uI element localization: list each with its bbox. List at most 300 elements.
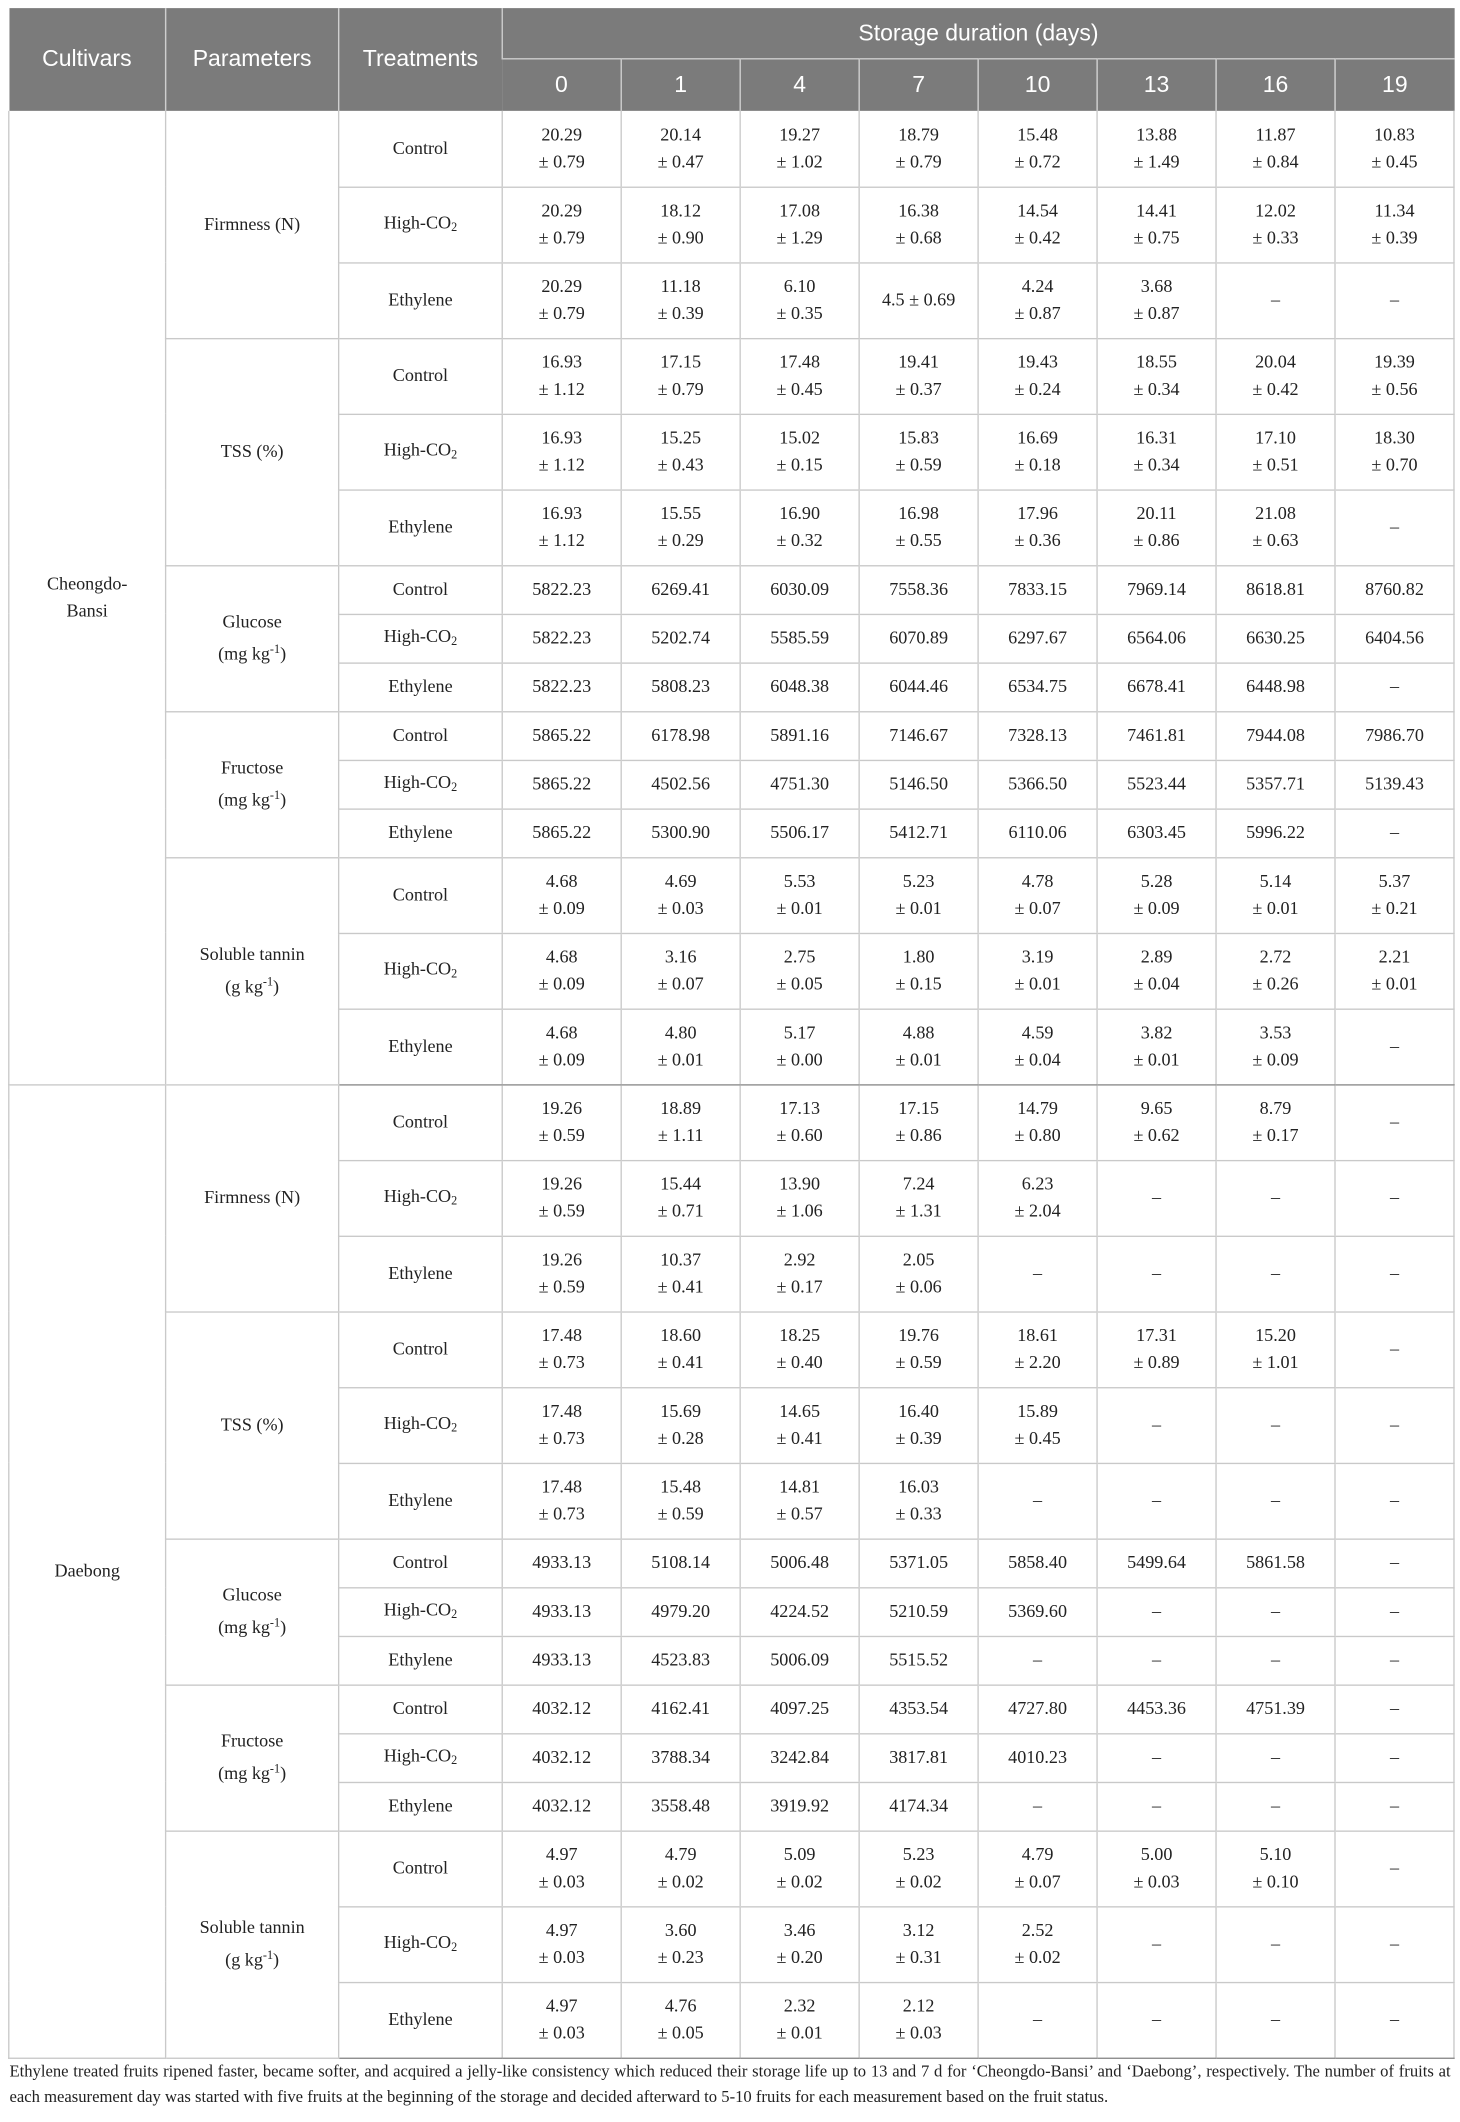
header-day: 7 [859,59,978,111]
value-cell: 5515.52 [859,1636,978,1685]
value-cell: – [1335,1236,1454,1312]
value-cell: 2.72 ± 0.26 [1216,933,1335,1009]
value-cell: – [1335,1587,1454,1636]
value-cell: 5858.40 [978,1538,1097,1587]
value-cell: – [1216,1906,1335,1982]
cultivar-cell: Cheongdo- Bansi [9,111,166,1084]
value-cell: 4933.13 [502,1587,621,1636]
value-cell: 5108.14 [621,1538,740,1587]
table-row [9,711,1454,760]
value-cell: 19.41 ± 0.37 [859,338,978,414]
value-cell: 3.68 ± 0.87 [1097,262,1216,338]
value-cell: 4.97 ± 0.03 [502,1906,621,1982]
value-cell: 4353.54 [859,1684,978,1733]
value-cell: 18.30 ± 0.70 [1335,414,1454,490]
value-cell: – [1216,1160,1335,1236]
value-cell: – [1335,1463,1454,1539]
treatment-cell: Control [339,1684,503,1733]
value-cell: 7969.14 [1097,565,1216,614]
value-cell: 17.48 ± 0.73 [502,1463,621,1539]
value-cell: 5202.74 [621,614,740,663]
value-cell: 4933.13 [502,1636,621,1685]
parameter-cell: Fructose (mg $kg^{-1}$) [166,1684,339,1830]
value-cell: 3817.81 [859,1733,978,1782]
value-cell: 5.23 ± 0.01 [859,857,978,933]
value-cell: – [1216,1982,1335,2058]
value-cell: 4502.56 [621,760,740,809]
value-cell: – [1335,1733,1454,1782]
value-cell: 3.46 ± 0.20 [740,1906,859,1982]
value-cell: 4.5 ± 0.69 [859,262,978,338]
value-cell: – [1335,1538,1454,1587]
value-cell: 5.17 ± 0.00 [740,1009,859,1085]
treatment-cell: High-$CO_2$ [339,933,503,1009]
value-cell: – [978,1982,1097,2058]
value-cell: 2.52 ± 0.02 [978,1906,1097,1982]
value-cell: 4.97 ± 0.03 [502,1982,621,2058]
value-cell: 5.10 ± 0.10 [1216,1830,1335,1906]
value-cell: 17.08 ± 1.29 [740,187,859,263]
value-cell: 20.29 ± 0.79 [502,262,621,338]
value-cell: 5861.58 [1216,1538,1335,1587]
value-cell: 17.48 ± 0.73 [502,1387,621,1463]
value-cell: 15.48 ± 0.72 [978,111,1097,187]
value-cell: 15.89 ± 0.45 [978,1387,1097,1463]
value-cell: – [1335,489,1454,565]
table-header [9,8,1454,111]
header-day: 13 [1097,59,1216,111]
value-cell: 5139.43 [1335,760,1454,809]
table-row [9,1538,1454,1587]
value-cell: 15.69 ± 0.28 [621,1387,740,1463]
treatment-cell: High-$CO_2$ [339,1387,503,1463]
value-cell: 4032.12 [502,1782,621,1831]
value-cell: 16.93 ± 1.12 [502,338,621,414]
value-cell: 7833.15 [978,565,1097,614]
value-cell: – [1216,262,1335,338]
value-cell: – [1216,1636,1335,1685]
value-cell: 16.69 ± 0.18 [978,414,1097,490]
treatment-cell: High-$CO_2$ [339,1733,503,1782]
table-row [9,857,1454,933]
value-cell: 4751.39 [1216,1684,1335,1733]
value-cell: 4.79 ± 0.07 [978,1830,1097,1906]
treatment-cell: High-$CO_2$ [339,414,503,490]
treatment-cell: Ethylene [339,1463,503,1539]
treatment-cell: Control [339,1538,503,1587]
value-cell: 5.28 ± 0.09 [1097,857,1216,933]
parameter-cell: Soluble tannin (g $kg^{-1}$) [166,857,339,1084]
value-cell: 15.55 ± 0.29 [621,489,740,565]
value-cell: – [1335,1160,1454,1236]
treatment-cell: Control [339,1084,503,1160]
value-cell: 17.48 ± 0.73 [502,1311,621,1387]
value-cell: 17.48 ± 0.45 [740,338,859,414]
value-cell: 4.68 ± 0.09 [502,933,621,1009]
value-cell: – [1335,1387,1454,1463]
value-cell: 6534.75 [978,662,1097,711]
value-cell: 6564.06 [1097,614,1216,663]
value-cell: 3.19 ± 0.01 [978,933,1097,1009]
value-cell: 6678.41 [1097,662,1216,711]
value-cell: 11.18 ± 0.39 [621,262,740,338]
treatment-cell: High-$CO_2$ [339,1160,503,1236]
value-cell: 4097.25 [740,1684,859,1733]
value-cell: 6048.38 [740,662,859,711]
value-cell: 16.90 ± 0.32 [740,489,859,565]
value-cell: 20.29 ± 0.79 [502,187,621,263]
value-cell: 4751.30 [740,760,859,809]
value-cell: 16.38 ± 0.68 [859,187,978,263]
treatment-cell: High-$CO_2$ [339,614,503,663]
value-cell: 4032.12 [502,1733,621,1782]
value-cell: 20.29 ± 0.79 [502,111,621,187]
value-cell: – [1335,1684,1454,1733]
value-cell: – [1097,1160,1216,1236]
value-cell: 16.98 ± 0.55 [859,489,978,565]
value-cell: – [1335,1830,1454,1906]
value-cell: 5.23 ± 0.02 [859,1830,978,1906]
value-cell: 14.81 ± 0.57 [740,1463,859,1539]
parameter-cell: Glucose (mg $kg^{-1}$) [166,1538,339,1684]
value-cell: 1.80 ± 0.15 [859,933,978,1009]
value-cell: – [1335,1982,1454,2058]
header-day: 19 [1335,59,1454,111]
value-cell: 15.44 ± 0.71 [621,1160,740,1236]
treatment-cell: Ethylene [339,1009,503,1085]
value-cell: – [1335,1009,1454,1085]
header-treatments: Treatments [339,8,503,111]
value-cell: 19.39 ± 0.56 [1335,338,1454,414]
value-cell: 16.31 ± 0.34 [1097,414,1216,490]
value-cell: 3788.34 [621,1733,740,1782]
value-cell: 19.27 ± 1.02 [740,111,859,187]
value-cell: 15.83 ± 0.59 [859,414,978,490]
value-cell: – [1335,662,1454,711]
value-cell: – [1335,1906,1454,1982]
value-cell: 5210.59 [859,1587,978,1636]
value-cell: 10.37 ± 0.41 [621,1236,740,1312]
table-body [9,111,1454,2058]
value-cell: 18.55 ± 0.34 [1097,338,1216,414]
value-cell: – [978,1782,1097,1831]
value-cell: 13.88 ± 1.49 [1097,111,1216,187]
value-cell: 19.76 ± 0.59 [859,1311,978,1387]
value-cell: 2.12 ± 0.03 [859,1982,978,2058]
value-cell: 15.02 ± 0.15 [740,414,859,490]
treatment-cell: Control [339,565,503,614]
value-cell: 5523.44 [1097,760,1216,809]
value-cell: 10.83 ± 0.45 [1335,111,1454,187]
value-cell: 4523.83 [621,1636,740,1685]
header-cultivars: Cultivars [9,8,166,111]
value-cell: 7.24 ± 1.31 [859,1160,978,1236]
value-cell: 4.68 ± 0.09 [502,1009,621,1085]
value-cell: 18.12 ± 0.90 [621,187,740,263]
parameter-cell: Firmness (N) [166,1084,339,1311]
value-cell: 4224.52 [740,1587,859,1636]
value-cell: – [1097,1636,1216,1685]
value-cell: 19.26 ± 0.59 [502,1236,621,1312]
value-cell: 7461.81 [1097,711,1216,760]
value-cell: 3.16 ± 0.07 [621,933,740,1009]
table-row [9,1311,1454,1387]
parameter-cell: Fructose (mg $kg^{-1}$) [166,711,339,857]
value-cell: – [1097,1463,1216,1539]
header-parameters: Parameters [166,8,339,111]
value-cell: 2.05 ± 0.06 [859,1236,978,1312]
value-cell: 11.87 ± 0.84 [1216,111,1335,187]
parameter-cell: TSS (%) [166,338,339,565]
value-cell: 5996.22 [1216,808,1335,857]
value-cell: – [1097,1982,1216,2058]
value-cell: 4.68 ± 0.09 [502,857,621,933]
value-cell: 5865.22 [502,760,621,809]
value-cell: 7558.36 [859,565,978,614]
value-cell: 4.78 ± 0.07 [978,857,1097,933]
treatment-cell: Ethylene [339,808,503,857]
header-day: 1 [621,59,740,111]
value-cell: 5.00 ± 0.03 [1097,1830,1216,1906]
value-cell: – [1335,1311,1454,1387]
value-cell: 5.37 ± 0.21 [1335,857,1454,933]
parameter-cell: TSS (%) [166,1311,339,1538]
value-cell: 6110.06 [978,808,1097,857]
value-cell: 6.10 ± 0.35 [740,262,859,338]
value-cell: 5808.23 [621,662,740,711]
value-cell: – [1335,262,1454,338]
value-cell: – [1097,1236,1216,1312]
value-cell: 4174.34 [859,1782,978,1831]
value-cell: 20.14 ± 0.47 [621,111,740,187]
value-cell: 3919.92 [740,1782,859,1831]
value-cell: 4.88 ± 0.01 [859,1009,978,1085]
value-cell: 3242.84 [740,1733,859,1782]
value-cell: – [1097,1906,1216,1982]
treatment-cell: Ethylene [339,1782,503,1831]
value-cell: 6070.89 [859,614,978,663]
value-cell: – [978,1236,1097,1312]
value-cell: – [1216,1587,1335,1636]
value-cell: 5891.16 [740,711,859,760]
value-cell: 4010.23 [978,1733,1097,1782]
value-cell: 5006.48 [740,1538,859,1587]
value-cell: 5822.23 [502,565,621,614]
treatment-cell: Ethylene [339,1236,503,1312]
value-cell: – [1216,1387,1335,1463]
table-row [9,1830,1454,1906]
value-cell: – [1216,1463,1335,1539]
value-cell: 18.79 ± 0.79 [859,111,978,187]
value-cell: 2.75 ± 0.05 [740,933,859,1009]
value-cell: – [978,1636,1097,1685]
value-cell: 6404.56 [1335,614,1454,663]
value-cell: 16.93 ± 1.12 [502,414,621,490]
value-cell: 4.97 ± 0.03 [502,1830,621,1906]
value-cell: 3.12 ± 0.31 [859,1906,978,1982]
value-cell: – [1097,1782,1216,1831]
treatment-cell: Control [339,1311,503,1387]
value-cell: 6178.98 [621,711,740,760]
value-cell: 5585.59 [740,614,859,663]
value-cell: 17.15 ± 0.79 [621,338,740,414]
value-cell: – [1335,808,1454,857]
value-cell: 9.65 ± 0.62 [1097,1084,1216,1160]
treatment-cell: Ethylene [339,489,503,565]
value-cell: – [1097,1587,1216,1636]
value-cell: 2.92 ± 0.17 [740,1236,859,1312]
value-cell: 5.53 ± 0.01 [740,857,859,933]
value-cell: 5006.09 [740,1636,859,1685]
treatment-cell: Control [339,1830,503,1906]
value-cell: 14.41 ± 0.75 [1097,187,1216,263]
value-cell: 4933.13 [502,1538,621,1587]
value-cell: 5300.90 [621,808,740,857]
value-cell: – [1097,1387,1216,1463]
parameter-cell: Soluble tannin (g $kg^{-1}$) [166,1830,339,2057]
value-cell: 5822.23 [502,662,621,711]
table-row [9,338,1454,414]
value-cell: 15.48 ± 0.59 [621,1463,740,1539]
value-cell: 3.60 ± 0.23 [621,1906,740,1982]
value-cell: 5369.60 [978,1587,1097,1636]
value-cell: 16.03 ± 0.33 [859,1463,978,1539]
value-cell: 5865.22 [502,808,621,857]
value-cell: 2.89 ± 0.04 [1097,933,1216,1009]
value-cell: 20.11 ± 0.86 [1097,489,1216,565]
value-cell: 16.40 ± 0.39 [859,1387,978,1463]
value-cell: – [1335,1084,1454,1160]
value-cell: 6297.67 [978,614,1097,663]
value-cell: 4453.36 [1097,1684,1216,1733]
header-storage-duration: Storage duration (days) [502,8,1454,59]
value-cell: 18.25 ± 0.40 [740,1311,859,1387]
value-cell: 4.76 ± 0.05 [621,1982,740,2058]
value-cell: 18.61 ± 2.20 [978,1311,1097,1387]
value-cell: 20.04 ± 0.42 [1216,338,1335,414]
cultivar-cell: Daebong [9,1084,166,2057]
value-cell: 4.80 ± 0.01 [621,1009,740,1085]
value-cell: 6303.45 [1097,808,1216,857]
treatment-cell: Control [339,111,503,187]
value-cell: 7986.70 [1335,711,1454,760]
value-cell: 5146.50 [859,760,978,809]
table-row [9,111,1454,187]
value-cell: 3.53 ± 0.09 [1216,1009,1335,1085]
value-cell: 5412.71 [859,808,978,857]
value-cell: 14.65 ± 0.41 [740,1387,859,1463]
value-cell: 6269.41 [621,565,740,614]
value-cell: 6448.98 [1216,662,1335,711]
treatment-cell: Ethylene [339,1982,503,2058]
value-cell: 5.14 ± 0.01 [1216,857,1335,933]
value-cell: 17.13 ± 0.60 [740,1084,859,1160]
value-cell: 4727.80 [978,1684,1097,1733]
treatment-cell: High-$CO_2$ [339,1906,503,1982]
value-cell: 17.31 ± 0.89 [1097,1311,1216,1387]
value-cell: 6044.46 [859,662,978,711]
value-cell: 17.10 ± 0.51 [1216,414,1335,490]
value-cell: 5822.23 [502,614,621,663]
value-cell: 14.54 ± 0.42 [978,187,1097,263]
value-cell: 3558.48 [621,1782,740,1831]
value-cell: 7944.08 [1216,711,1335,760]
treatment-cell: Control [339,857,503,933]
value-cell: 2.21 ± 0.01 [1335,933,1454,1009]
value-cell: 2.32 ± 0.01 [740,1982,859,2058]
value-cell: 5366.50 [978,760,1097,809]
value-cell: – [1335,1782,1454,1831]
treatment-cell: Ethylene [339,662,503,711]
value-cell: 8760.82 [1335,565,1454,614]
value-cell: 3.82 ± 0.01 [1097,1009,1216,1085]
value-cell: 4.69 ± 0.03 [621,857,740,933]
value-cell: – [1097,1733,1216,1782]
value-cell: 7328.13 [978,711,1097,760]
value-cell: – [978,1463,1097,1539]
header-day: 16 [1216,59,1335,111]
treatment-cell: High-$CO_2$ [339,760,503,809]
value-cell: – [1216,1733,1335,1782]
value-cell: 14.79 ± 0.80 [978,1084,1097,1160]
value-cell: 8618.81 [1216,565,1335,614]
treatment-cell: Control [339,338,503,414]
treatment-cell: Ethylene [339,1636,503,1685]
value-cell: 11.34 ± 0.39 [1335,187,1454,263]
value-cell: 7146.67 [859,711,978,760]
treatment-cell: High-$CO_2$ [339,187,503,263]
value-cell: 6030.09 [740,565,859,614]
table-row [9,1684,1454,1733]
value-cell: – [1216,1782,1335,1831]
value-cell: 6.23 ± 2.04 [978,1160,1097,1236]
value-cell: 17.15 ± 0.86 [859,1084,978,1160]
table-footnote: Ethylene treated fruits ripened faster, became softer, and acquired a jelly-like consistency which reduced their storage life up to 13 and 7 d for ‘Cheongdo-Bansi’ and ‘Daebong’, respectively. The number of fruits at each measurement day was started with five fruits at the beginning of the storage and decided afterward to 5-10 fruits for each measurement based on the fruit status. [9,2061,1451,2107]
value-cell: 15.20 ± 1.01 [1216,1311,1335,1387]
value-cell: 19.43 ± 0.24 [978,338,1097,414]
value-cell: 6630.25 [1216,614,1335,663]
value-cell: 19.26 ± 0.59 [502,1084,621,1160]
value-cell: 5371.05 [859,1538,978,1587]
value-cell: – [1216,1236,1335,1312]
value-cell: 15.25 ± 0.43 [621,414,740,490]
parameter-cell: Firmness (N) [166,111,339,338]
value-cell: 4162.41 [621,1684,740,1733]
value-cell: 8.79 ± 0.17 [1216,1084,1335,1160]
value-cell: 13.90 ± 1.06 [740,1160,859,1236]
value-cell: 21.08 ± 0.63 [1216,489,1335,565]
data-table [8,8,1455,2058]
value-cell: 5.09 ± 0.02 [740,1830,859,1906]
value-cell: – [1335,1636,1454,1685]
value-cell: 4.59 ± 0.04 [978,1009,1097,1085]
value-cell: 12.02 ± 0.33 [1216,187,1335,263]
value-cell: 5865.22 [502,711,621,760]
value-cell: 4.79 ± 0.02 [621,1830,740,1906]
value-cell: 18.89 ± 1.11 [621,1084,740,1160]
table-row [9,565,1454,614]
value-cell: 5499.64 [1097,1538,1216,1587]
table-row [9,1084,1454,1160]
value-cell: 18.60 ± 0.41 [621,1311,740,1387]
treatment-cell: Ethylene [339,262,503,338]
value-cell: 5506.17 [740,808,859,857]
value-cell: 4979.20 [621,1587,740,1636]
treatment-cell: High-$CO_2$ [339,1587,503,1636]
treatment-cell: Control [339,711,503,760]
value-cell: 17.96 ± 0.36 [978,489,1097,565]
value-cell: 4032.12 [502,1684,621,1733]
